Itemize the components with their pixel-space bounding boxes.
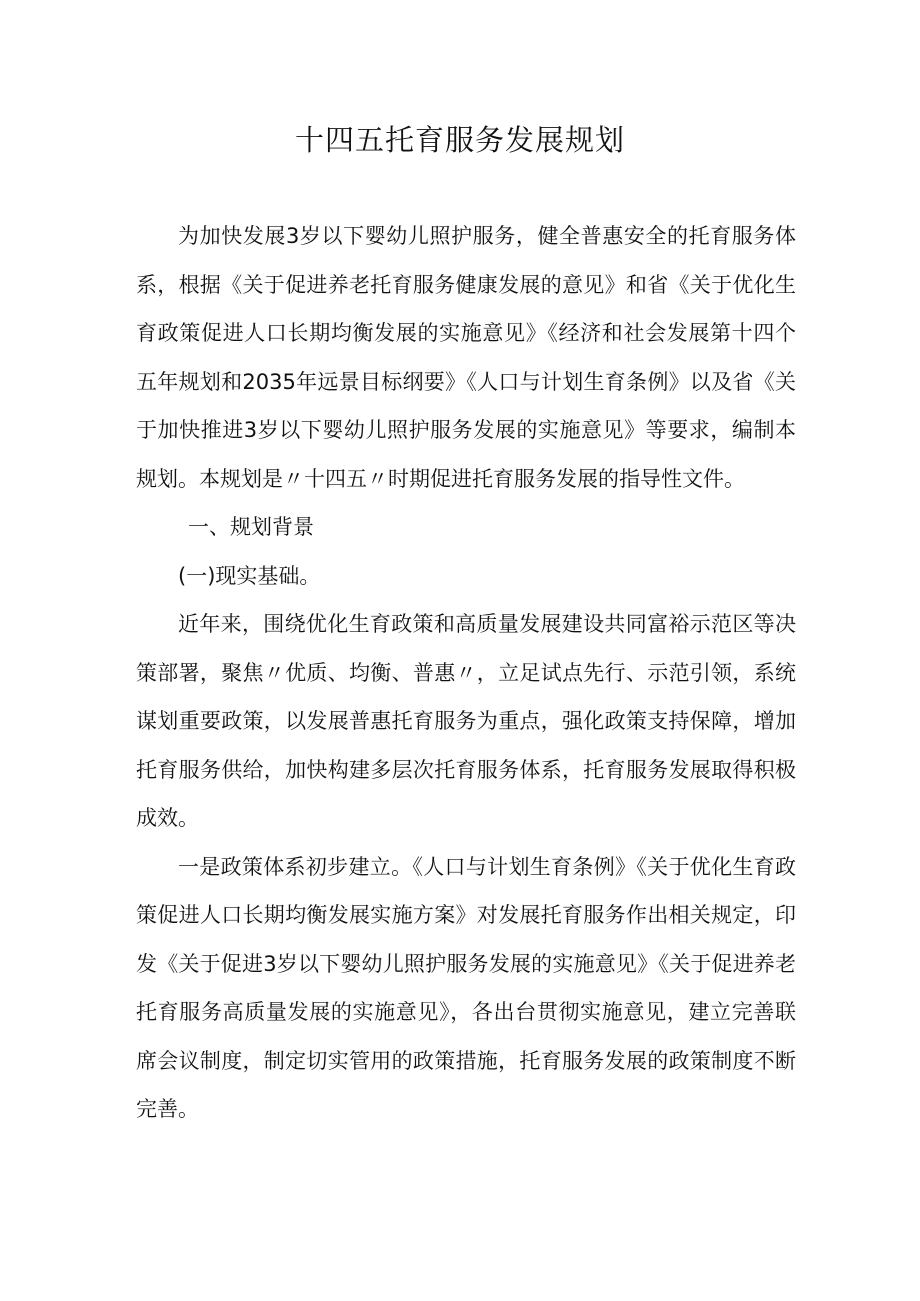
section-heading-background: 一、规划背景 (188, 515, 314, 539)
intro-paragraph: 为加快发展3岁以下婴幼儿照护服务，健全普惠安全的托育服务体系，根据《关于促进养老托育服务健康发展的意见》和省《关于优化生育政策促进人口长期均衡发展的实施意见》《经济和社会发展第十四个五年规划和2035年远景目标纲要》《人口与计划生育条例》以及省《关于加快推进3岁以下婴幼儿照护服务发展的实施意见》等要求，编制本规划。本规划是〃十四五〃时期促进托育服务发展的指导性文件。 (136, 224, 796, 491)
paragraph-policy-system: 一是政策体系初步建立。《人口与计划生育条例》《关于优化生育政策促进人口长期均衡发展实施方案》对发展托育服务作出相关规定，印发《关于促进3岁以下婴幼儿照护服务发展的实施意见》《关于促进养老托育服务高质量发展的实施意见》，各出台贯彻实施意见，建立完善联席会议制度，制定切实管用的政策措施，托育服务发展的政策制度不断完善。 (136, 854, 796, 1121)
document-title: 十四五托育服务发展规划 (294, 123, 625, 157)
paragraph-recent-progress: 近年来，围绕优化生育政策和高质量发展建设共同富裕示范区等决策部署，聚焦〃优质、均衡、普惠〃，立足试点先行、示范引领，系统谋划重要政策，以发展普惠托育服务为重点，强化政策支持保障，增加托育服务供给，加快构建多层次托育服务体系，托育服务发展取得积极成效。 (136, 612, 796, 830)
subsection-heading-foundation: (一)现实基础。 (178, 563, 321, 588)
document-body (136, 212, 796, 1134)
